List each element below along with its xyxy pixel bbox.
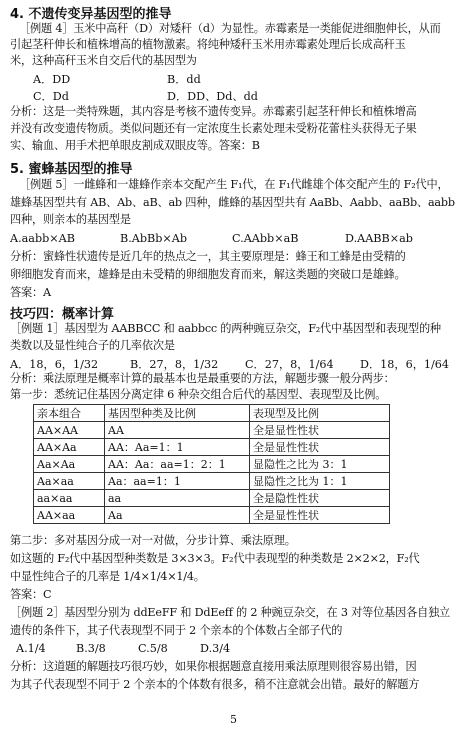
table-cell: Aa <box>105 507 250 524</box>
analysis-line: 分析：这是一类特殊题，其内容是考核不遗传变异。赤霉素引起茎秆伸长和植株增高 <box>10 105 417 118</box>
text-line: 四种，则亲本的基因型是 <box>10 213 131 226</box>
text-line: ［例题 2］基因型分别为 ddEeFF 和 DdEeff 的 2 种豌豆杂交，在 3 对等位基因各自独立 <box>10 606 451 619</box>
analysis-line: 第一步：悉统记住基因分离定律 6 种杂交组合后代的基因型、表现型及比例。 <box>10 388 387 401</box>
analysis-line: 实、输血、用手术把单眼皮割成双眼皮等。答案：B <box>10 139 260 152</box>
table-cell: aa×aa <box>34 490 105 507</box>
table-cell: 全是显性性状 <box>250 439 390 456</box>
text-line: 类数以及显性纯合子的几率依次是 <box>10 339 175 352</box>
option-d: D．18，6，1/64 <box>360 358 450 371</box>
table-cell: 全是隐性性状 <box>250 490 390 507</box>
option-c: C．27，8，1/64 <box>245 358 334 371</box>
table-row <box>34 456 390 473</box>
analysis-line: 卵细胞发育而来，雄蜂是由未受精的卵细胞发育而来，解这类题的突破口是雄蜂。 <box>10 268 406 281</box>
option-b: B．dd <box>167 73 201 86</box>
table-cell: AA <box>105 422 250 439</box>
option-a: A.1/4 <box>16 642 46 655</box>
option-c: C.AAbb×aB <box>232 232 299 245</box>
table-header: 亲本组合 <box>34 405 105 422</box>
section-heading: 4. 不遗传变异基因型的推导 <box>10 7 172 22</box>
option-b: B.AbBb×Ab <box>120 232 188 245</box>
genotype-table <box>33 404 390 524</box>
text-line: 如这题的 F₂代中基因型种类数是 3×3×3。F₂代中表现型的种类数是 2×2×2，F₂代 <box>10 552 420 565</box>
table-header: 基因型种类及比例 <box>105 405 250 422</box>
option-a: A.aabb×AB <box>10 232 75 245</box>
text-line: 米，这种高秆玉米自交后代的基因型为 <box>10 54 197 67</box>
table-cell: 显隐性之比为 3：1 <box>250 456 390 473</box>
table-header-row <box>34 405 390 422</box>
analysis-line: 为其子代表现型不同于 2 个亲本的个体数有很多，稍不注意就会出错。最好的解题方 <box>10 678 420 691</box>
table-row <box>34 439 390 456</box>
option-a: A．18，6，1/32 <box>10 358 99 371</box>
table-cell: Aa：aa=1：1 <box>105 473 250 490</box>
option-d: D.AABB×ab <box>345 232 413 245</box>
text-line: ［例题 4］玉米中高秆（D）对矮秆（d）为显性。赤霉素是一类能促进细胞伸长，从而 <box>19 22 441 35</box>
table-cell: 全是显性性状 <box>250 507 390 524</box>
text-line: 引起茎秆伸长和植株增高的植物激素。将纯种矮秆玉米用赤霉素处理后长成高秆玉 <box>10 38 406 51</box>
answer-line: 答案：C <box>10 588 52 601</box>
analysis-line: 并没有改变遗传物质。类似问题还有一定浓度生长素处理未受粉花蕾柱头获得无子果 <box>10 122 417 135</box>
section-heading: 5. 蜜蜂基因型的推导 <box>10 162 133 177</box>
option-b: B.3/8 <box>76 642 106 655</box>
table-header: 表现型及比例 <box>250 405 390 422</box>
section-heading: 技巧四：概率计算 <box>10 307 115 322</box>
text-line: 中显性纯合子的几率是 1/4×1/4×1/4。 <box>10 570 205 583</box>
table-cell: Aa×aa <box>34 473 105 490</box>
option-c: C.5/8 <box>138 642 168 655</box>
text-line: ［例题 1］基因型为 AABBCC 和 aabbcc 的两种豌豆杂交，F₂代中基因型和表现型的种 <box>10 322 441 335</box>
option-a: A．DD <box>33 73 71 86</box>
table-cell: Aa×Aa <box>34 456 105 473</box>
text-line: 第二步：多对基因分成一对一对做，分步计算、乘法原理。 <box>10 534 296 547</box>
table-cell: AA×AA <box>34 422 105 439</box>
table-cell: AA：Aa：aa=1：2：1 <box>105 456 250 473</box>
analysis-line: 分析：蜜蜂性状遗传是近几年的热点之一，其主要原理是：蜂王和工蜂是由受精的 <box>10 250 406 263</box>
table-cell: AA×Aa <box>34 439 105 456</box>
option-c: C．Dd <box>33 90 69 103</box>
option-d: D.3/4 <box>200 642 231 655</box>
table-cell: AA×aa <box>34 507 105 524</box>
text-line: ［例题 5］一雌蜂和一雄蜂作亲本交配产生 F₁代，在 F₁代雌雄个体交配产生的 F₂代中， <box>19 178 449 191</box>
option-d: D．DD、Dd、dd <box>167 90 258 103</box>
table-cell: 显隐性之比为 1：1 <box>250 473 390 490</box>
analysis-line: 分析：乘法原理是概率计算的最基本也是最重要的方法，解题步骤一般分两步： <box>10 372 395 385</box>
analysis-line: 分析：这道题的解题技巧很巧妙，如果你根据题意直接用乘法原理则很容易出错，因 <box>10 660 417 673</box>
table-cell: aa <box>105 490 250 507</box>
table-row <box>34 507 390 524</box>
answer-line: 答案：A <box>10 286 51 299</box>
page-number: 5 <box>230 713 237 726</box>
table-row <box>34 473 390 490</box>
table-row <box>34 422 390 439</box>
table-cell: AA：Aa=1：1 <box>105 439 250 456</box>
option-b: B．27，8，1/32 <box>130 358 219 371</box>
table-cell: 全是显性性状 <box>250 422 390 439</box>
text-line: 雄蜂基因型共有 AB、Ab、aB、ab 四种，雌蜂的基因型共有 AaBb、Aabb、aaBb、aabb <box>10 196 455 209</box>
text-line: 遗传的条件下，其子代表现型不同于 2 个亲本的个体数占全部子代的 <box>10 624 343 637</box>
table-row <box>34 490 390 507</box>
